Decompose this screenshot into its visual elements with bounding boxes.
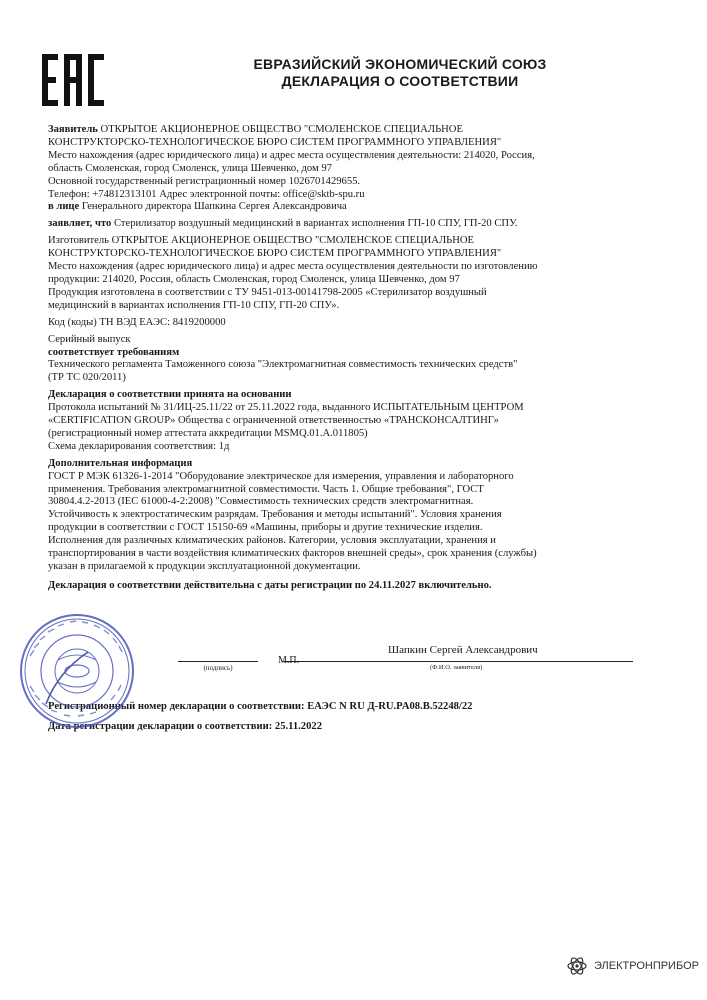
eac-logo <box>40 52 106 108</box>
additional-line: ГОСТ Р МЭК 61326-1-2014 "Оборудование электрическое для измерения, управления и лабораторного <box>48 470 514 482</box>
additional-line: Устойчивость к электростатическим разрядам. Требования и методы испытаний". Условия хранения <box>48 509 502 521</box>
basis-label: Декларация о соответствии принята на основании <box>48 389 292 401</box>
signature-caption: (подпись) <box>203 664 233 672</box>
applicant-address-1: Место нахождения (адрес юридического лица) и адрес места осуществления деятельности: 214020, Россия, <box>48 149 535 161</box>
basis-1: Протокола испытаний № 31/ИЦ-25.11/22 от 25.11.2022 года, выданного ИСПЫТАТЕЛЬНЫМ ЦЕНТРОМ <box>48 402 524 414</box>
signatory-name: Шапкин Сергей Александрович <box>388 644 538 656</box>
applicant-address-2: область Смоленская, город Смоленск, улица Шевченко, дом 97 <box>48 162 332 174</box>
manufacturer-5: Продукция изготовлена в соответствии с ТУ 9451-013-00141798-2005 «Стерилизатор воздушный <box>48 286 487 298</box>
manufacturer-3: Место нахождения (адрес юридического лица) и адрес места осуществления деятельности по изготовлению <box>48 261 538 273</box>
registration-date: Дата регистрации декларации о соответствии: 25.11.2022 <box>48 721 322 732</box>
name-caption: (Ф.И.О. заявителя) <box>430 664 483 671</box>
basis-3: (регистрационный номер аттестата аккредитации MSMQ.01.A.011805) <box>48 427 368 439</box>
applicant-name-1: ОТКРЫТОЕ АКЦИОНЕРНОЕ ОБЩЕСТВО "СМОЛЕНСКОЕ СПЕЦИАЛЬНОЕ <box>97 124 463 135</box>
document-header <box>170 56 630 90</box>
additional-line: 30804.4.2-2013 (IEC 61000-4-2:2008) "Совместимость технических средств электромагнитная. <box>48 496 474 508</box>
footer-brand <box>566 955 699 977</box>
declares-text: Стерилизатор воздушный медицинский в вариантах исполнения ГП-10 СПУ, ГП-20 СПУ. <box>111 218 518 230</box>
union-title: ЕВРАЗИЙСКИЙ ЭКОНОМИЧЕСКИЙ СОЮЗ <box>253 56 547 72</box>
stamp-place: М.П. <box>278 655 300 666</box>
additional-line: продукции в соответствии с ГОСТ 15150-69 «Машины, приборы и другие технические изделия. <box>48 522 483 534</box>
declaration-body <box>48 124 643 593</box>
company-seal-icon <box>18 612 136 730</box>
applicant-phone: Телефон: +74812313101 Адрес электронной почты: office@sktb-spu.ru <box>48 188 365 200</box>
registration-number: Регистрационный номер декларации о соответствии: ЕАЭС N RU Д-RU.PA08.B.52248/22 <box>48 701 473 712</box>
signature-line <box>178 661 258 662</box>
tnved-code: Код (коды) ТН ВЭД ЕАЭС: 8419200000 <box>48 316 226 328</box>
basis-2: «CERTIFICATION GROUP» Общества с ограниченной ответственностью «ТРАНСКОНСАЛТИНГ» <box>48 415 499 427</box>
serial-output: Серийный выпуск <box>48 333 131 345</box>
additional-line: применения. Требования электромагнитной совместимости. Часть 1. Общие требования", ГОСТ <box>48 483 484 495</box>
manufacturer-4: продукции: 214020, Россия, область Смоленская, город Смоленск, улица Шевченко, дом 97 <box>48 273 460 285</box>
manufacturer-6: медицинский в вариантах исполнения ГП-10 СПУ, ГП-20 СПУ». <box>48 299 340 311</box>
declares-line <box>48 218 643 231</box>
validity-statement: Декларация о соответствии действительна с даты регистрации по 24.11.2027 включительно. <box>48 579 492 591</box>
manufacturer-2: КОНСТРУКТОРСКО-ТЕХНОЛОГИЧЕСКОЕ БЮРО СИСТЕМ ПРОГРАММНОГО УПРАВЛЕНИЯ" <box>48 248 502 260</box>
declaration-title: ДЕКЛАРАЦИЯ О СООТВЕТСТВИИ <box>281 73 519 89</box>
declares-label: заявляет, что <box>48 218 112 230</box>
brand-name: ЭЛЕКТРОНПРИБОР <box>594 960 699 972</box>
applicant-label: Заявитель <box>48 124 98 135</box>
applicant-ogrn: Основной государственный регистрационный номер 1026701429655. <box>48 175 361 187</box>
person-name: Генерального директора Шапкина Сергея Александровича <box>79 201 347 213</box>
requirements-1: Технического регламента Таможенного союза "Электромагнитная совместимость технических средств" <box>48 359 518 371</box>
applicant-line <box>48 124 643 137</box>
applicant-name-2: КОНСТРУКТОРСКО-ТЕХНОЛОГИЧЕСКОЕ БЮРО СИСТЕМ ПРОГРАММНОГО УПРАВЛЕНИЯ" <box>48 136 502 148</box>
additional-line: транспортирования в части воздействия климатических факторов внешней среды», срок хранения (службы) <box>48 548 537 560</box>
person-label: в лице <box>48 201 80 213</box>
applicant-person <box>48 201 643 214</box>
additional-label: Дополнительная информация <box>48 457 193 469</box>
basis-4: Схема декларирования соответствия: 1д <box>48 440 230 452</box>
manufacturer-1: Изготовитель ОТКРЫТОЕ АКЦИОНЕРНОЕ ОБЩЕСТВО "СМОЛЕНСКОЕ СПЕЦИАЛЬНОЕ <box>48 235 474 247</box>
additional-line: указан в прилагаемой к продукции эксплуатационной документации. <box>48 561 361 572</box>
requirements-2: (ТР ТС 020/2011) <box>48 372 126 384</box>
additional-line: Исполнения для различных климатических районов. Категории, условия эксплуатации, хранения и <box>48 535 496 547</box>
atom-logo-icon <box>566 955 588 977</box>
requirements-label: соответствует требованиям <box>48 346 180 358</box>
name-line <box>283 661 633 662</box>
signature-block <box>48 641 648 681</box>
